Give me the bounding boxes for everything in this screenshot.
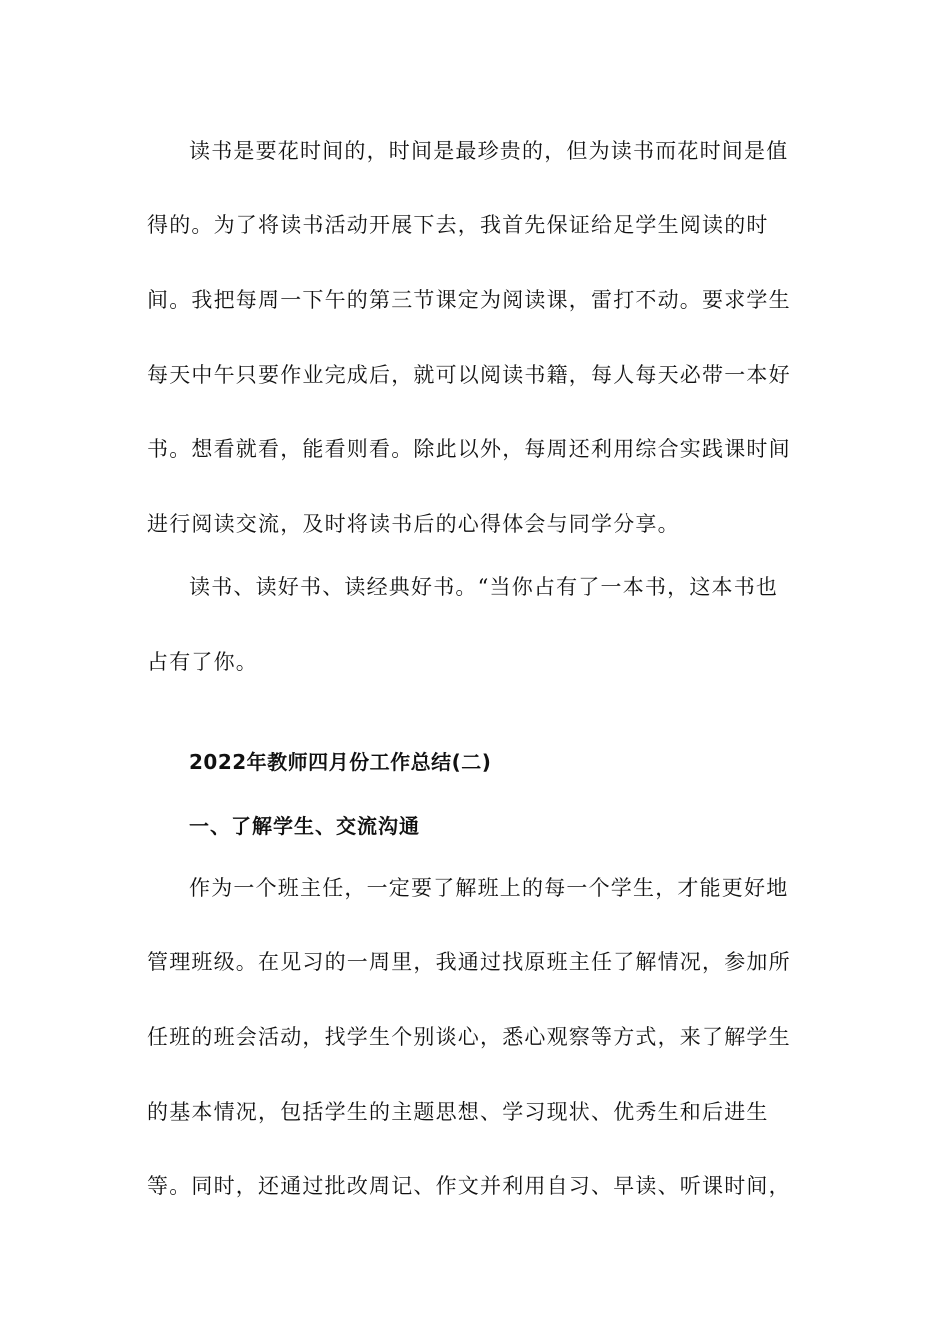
section-title: 2022年教师四月份工作总结(二) — [189, 750, 492, 774]
paragraph-line: 得的。为了将读书活动开展下去，我首先保证给足学生阅读的时 — [147, 213, 769, 237]
paragraph-line: 进行阅读交流，及时将读书后的心得体会与同学分享。 — [147, 512, 680, 536]
paragraph-line: 书。想看就看，能看则看。除此以外，每周还利用综合实践课时间 — [147, 437, 791, 461]
paragraph-line: 作为一个班主任，一定要了解班上的每一个学生，才能更好地 — [189, 876, 789, 900]
paragraph-line: 的基本情况，包括学生的主题思想、学习现状、优秀生和后进生 — [147, 1100, 769, 1124]
section-subtitle: 一、了解学生、交流沟通 — [189, 814, 420, 838]
paragraph-line: 每天中午只要作业完成后，就可以阅读书籍，每人每天必带一本好 — [147, 363, 791, 387]
paragraph-line: 等。同时，还通过批改周记、作文并利用自习、早读、听课时间， — [147, 1174, 791, 1198]
paragraph-line: 任班的班会活动，找学生个别谈心，悉心观察等方式，来了解学生 — [147, 1025, 791, 1049]
paragraph-line: 占有了你。 — [147, 650, 258, 674]
paragraph-line: 管理班级。在见习的一周里，我通过找原班主任了解情况，参加所 — [147, 950, 791, 974]
paragraph-line: 读书、读好书、读经典好书。“当你占有了一本书，这本书也 — [189, 575, 779, 599]
paragraph-line: 间。我把每周一下午的第三节课定为阅读课，雷打不动。要求学生 — [147, 288, 791, 312]
paragraph-line: 读书是要花时间的，时间是最珍贵的，但为读书而花时间是值 — [189, 139, 789, 163]
